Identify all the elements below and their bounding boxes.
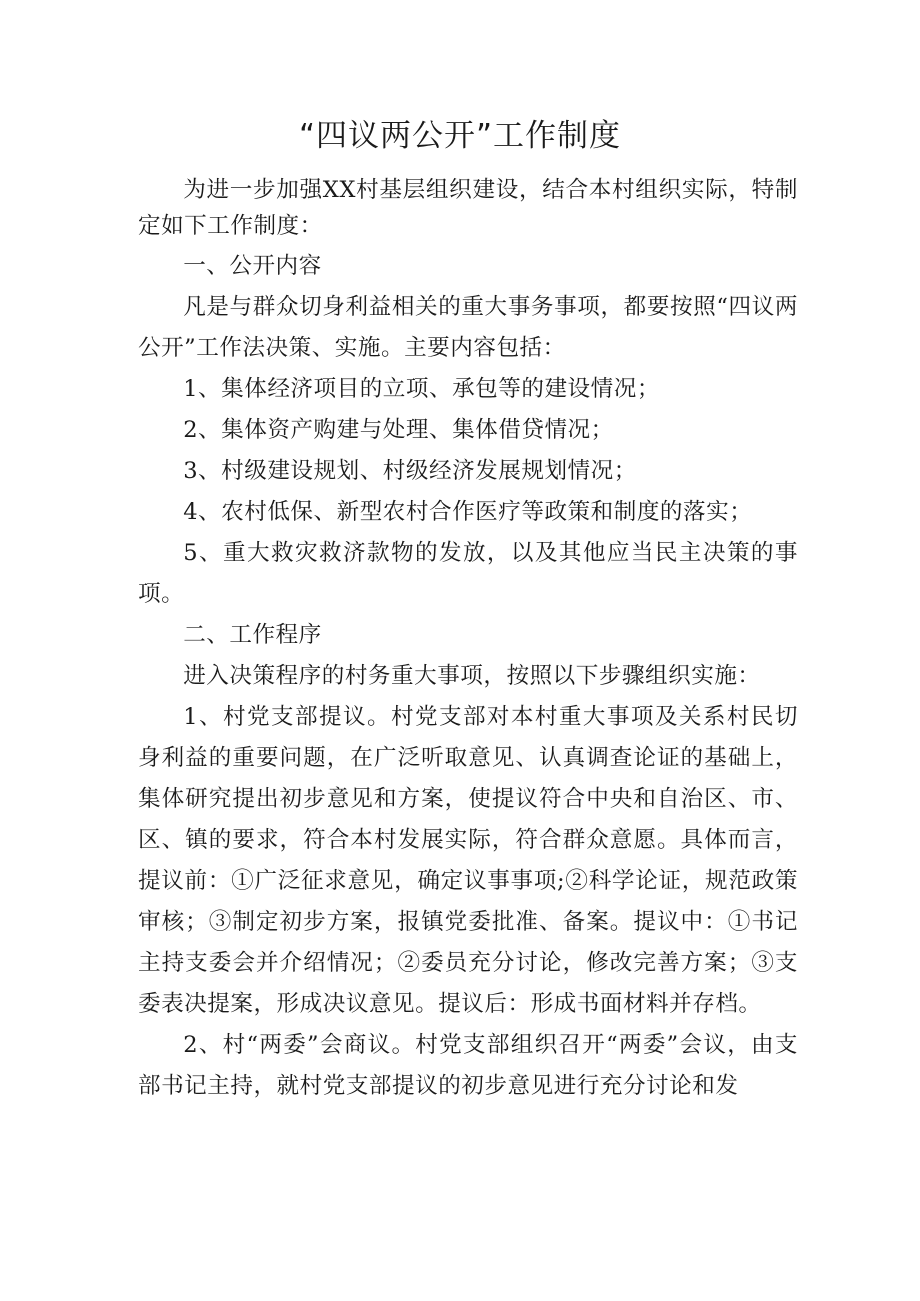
list-item: 3、村级建设规划、村级经济发展规划情况； — [183, 458, 637, 484]
section-2-lead: 进入决策程序的村务重大事项，按照以下步骤组织实施： — [183, 663, 761, 689]
section-1-lead: 凡是与群众切身利益相关的重大事务事项，都要按照“四议两公开”工作法决策、实施。主要内容包括： — [138, 294, 798, 361]
document-body — [138, 172, 798, 1107]
procedure-step: 1、村党支部提议。村党支部对本村重大事项及关系村民切身利益的重要问题，在广泛听取意见、认真调查论证的基础上，集体研究提出初步意见和方案，使提议符合中央和自治区、市、区、镇的要求，符合本村发展实际，符合群众意愿。具体而言，提议前：①广泛征求意见，确定议事事项;②科学论证，规范政策审核；③制定初步方案，报镇党委批准、备案。提议中：①书记主持支委会并介绍情况；②委员充分讨论，修改完善方案；③支委表决提案，形成决议意见。提议后：形成书面材料并存档。 — [138, 704, 798, 1017]
procedure-step: 2、村“两委”会商议。村党支部组织召开“两委”会议，由支部书记主持，就村党支部提议的初步意见进行充分讨论和发 — [138, 1032, 798, 1099]
list-item: 1、集体经济项目的立项、承包等的建设情况； — [183, 376, 660, 402]
list-item: 5、重大救灾救济款物的发放，以及其他应当民主决策的事项。 — [138, 540, 798, 607]
section-1-heading: 一、公开内容 — [183, 253, 322, 279]
list-item: 4、农村低保、新型农村合作医疗等政策和制度的落实； — [183, 499, 753, 525]
list-item: 2、集体资产购建与处理、集体借贷情况； — [183, 417, 614, 443]
disclosure-items-list — [138, 369, 798, 615]
section-2-heading: 二、工作程序 — [183, 622, 322, 648]
document-title: “四议两公开”工作制度 — [298, 118, 622, 154]
intro-paragraph: 为进一步加强XX村基层组织建设，结合本村组织实际，特制定如下工作制度： — [138, 177, 798, 239]
